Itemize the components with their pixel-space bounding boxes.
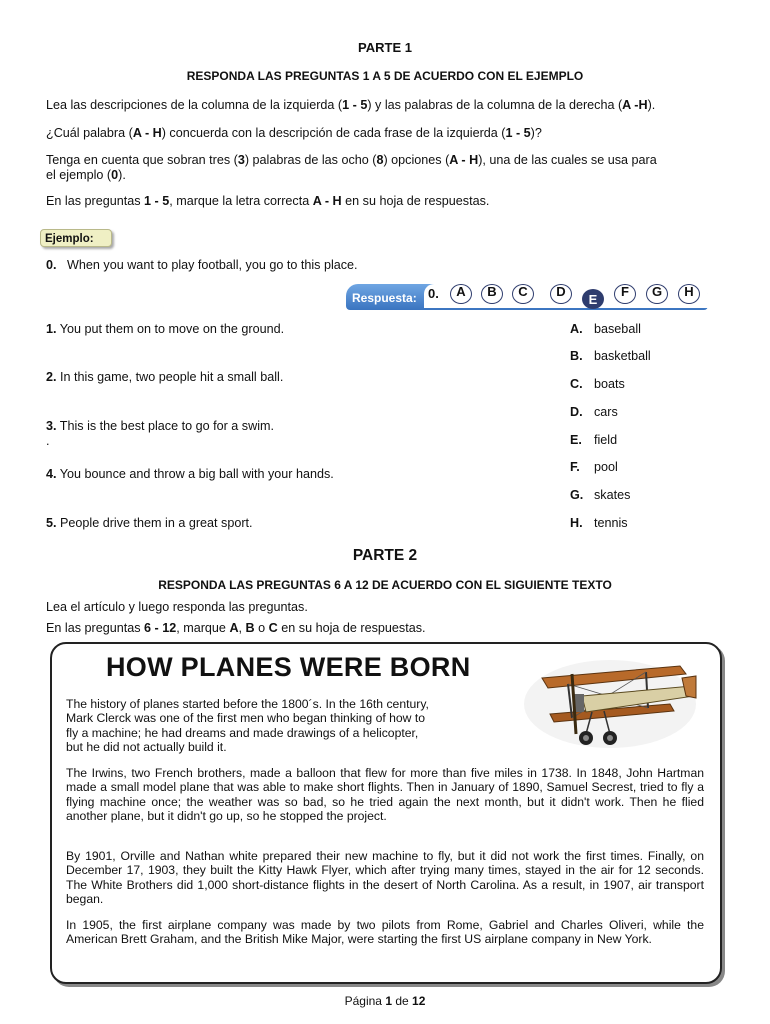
option-b: B. basketball xyxy=(570,349,651,363)
bubble-c[interactable]: C xyxy=(512,284,534,304)
question-3-extra: . xyxy=(46,434,50,448)
bubble-d[interactable]: D xyxy=(550,284,572,304)
question-1: 1. You put them on to move on the ground. xyxy=(46,322,285,336)
article-p1-line-3: fly a machine; he had dreams and made drawings of a helicopter, xyxy=(66,725,419,740)
article-p1-line-4: but he did not actually build it. xyxy=(66,739,227,754)
parte2-heading: PARTE 2 xyxy=(352,547,418,564)
question-2: 2. In this game, two people hit a small ball. xyxy=(46,370,284,384)
parte2-instruction-2: En las preguntas 6 - 12, marque A, B o C en su hoja de respuestas. xyxy=(46,621,426,635)
option-a: A. baseball xyxy=(570,322,641,336)
page-footer: Página 1 de 12 xyxy=(344,994,426,1008)
article-p1-line-1: The history of planes started before the 1800´s. In the 16th century, xyxy=(66,697,429,711)
option-f: F. pool xyxy=(570,460,618,474)
instruction-2: ¿Cuál palabra (A - H) concuerda con la descripción de cada frase de la izquierda (1 - 5)? xyxy=(46,126,542,140)
article-paragraph-2: The Irwins, two French brothers, made a balloon that flew for more than five miles in 1738. In 1848, John Hartman made a small model plane that was able to make short flights. Then in January of 1890, Samuel Secrest, tried to fly a flying machine once; the weather was so bad, so he tried again the next month, but it didn't work. Then he flied another plane, but it didn't go up, so he stopped the project. xyxy=(66,766,704,823)
instruction-3: Tenga en cuenta que sobran tres (3) palabras de las ocho (8) opciones (A - H), una de las cuales se usa para el ejemplo (0). xyxy=(46,153,657,182)
option-c: C. boats xyxy=(570,377,625,391)
bubble-h[interactable]: H xyxy=(678,284,700,304)
option-e: E. field xyxy=(570,433,618,447)
bubble-f[interactable]: F xyxy=(614,284,636,304)
biplane-illustration-icon xyxy=(520,656,700,754)
answer-label: Respuesta: xyxy=(352,291,417,305)
answer-number: 0. xyxy=(428,286,439,301)
bubble-e-selected[interactable]: E xyxy=(582,289,604,309)
article-paragraph-1 xyxy=(66,697,496,754)
question-3: 3. This is the best place to go for a swim. xyxy=(46,419,274,433)
example-question: 0. When you want to play football, you go to this place. xyxy=(46,258,358,272)
parte2-subheading: RESPONDA LAS PREGUNTAS 6 A 12 DE ACUERDO CON EL SIGUIENTE TEXTO xyxy=(158,578,612,592)
article-paragraph-3: By 1901, Orville and Nathan white prepared their new machine to fly, but it did not work the first times. Finally, on December 17, 1903, they built the Kitty Hawk Flyer, which after trying many times, stayed in the air for 12 seconds. The White Brothers did 1,000 short-distance flights in the desert of North Carolina. As a result, in 1907, air transport began. xyxy=(66,849,704,906)
parte1-subheading: RESPONDA LAS PREGUNTAS 1 A 5 DE ACUERDO CON EL EJEMPLO xyxy=(186,69,584,83)
bubble-b[interactable]: B xyxy=(481,284,503,304)
question-4: 4. You bounce and throw a big ball with your hands. xyxy=(46,467,334,481)
option-d: D. cars xyxy=(570,405,618,419)
instruction-4: En las preguntas 1 - 5, marque la letra correcta A - H en su hoja de respuestas. xyxy=(46,194,490,208)
option-g: G. skates xyxy=(570,488,631,502)
bubble-a[interactable]: A xyxy=(450,284,472,304)
parte2-instruction-1: Lea el artículo y luego responda las preguntas. xyxy=(46,600,308,614)
article-paragraph-4: In 1905, the first airplane company was made by two pilots from Rome, Gabriel and Charles Oliveri, while the American Brett Graham, and the British Mike Major, were starting the first US airplane company in New York. xyxy=(66,918,704,947)
answer-bubbles xyxy=(424,284,708,308)
option-h: H. tennis xyxy=(570,516,628,530)
question-5: 5. People drive them in a great sport. xyxy=(46,516,253,530)
article-title: HOW PLANES WERE BORN xyxy=(106,652,471,682)
parte1-heading: PARTE 1 xyxy=(358,40,412,55)
instruction-1: Lea las descripciones de la columna de la izquierda (1 - 5) y las palabras de la columna de la derecha (A -H). xyxy=(46,98,656,112)
article-p1-line-2: Mark Clerck was one of the first men who began thinking of how to xyxy=(66,711,426,726)
ejemplo-badge: Ejemplo: xyxy=(40,229,112,247)
bubble-g[interactable]: G xyxy=(646,284,668,304)
